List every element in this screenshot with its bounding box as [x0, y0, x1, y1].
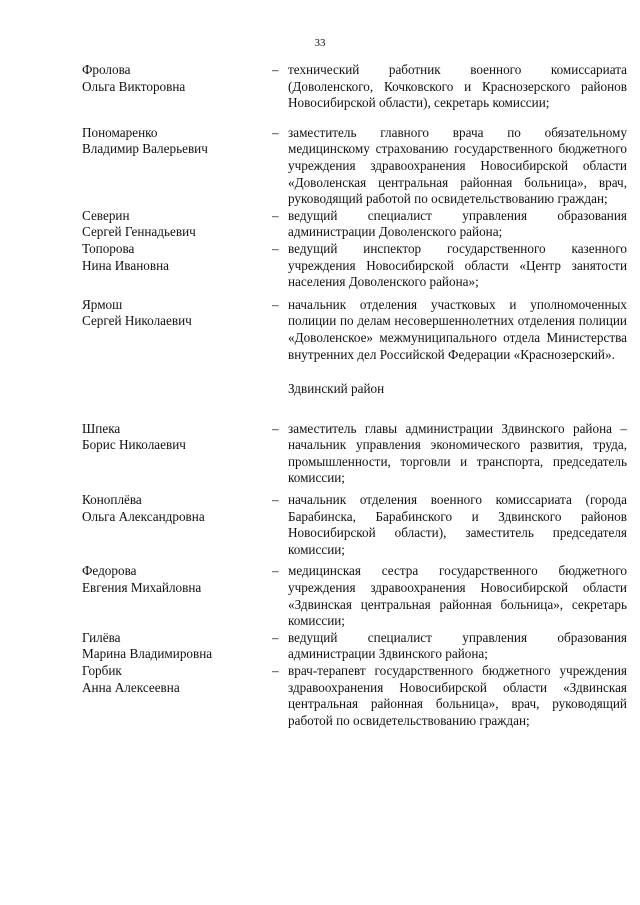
- member-surname: Пономаренко: [82, 124, 158, 140]
- member-given-names: Евгения Михайловна: [82, 580, 202, 596]
- member-position: заместитель главы администрации Здвинского района – начальник управления экономического развития, труда, промышленности, торговли и транспорта, председатель комиссии;: [288, 420, 627, 486]
- member-position: врач-терапевт государственного бюджетного учреждения здравоохранения Новосибирской области «Здвинская центральная районная больница», врач, руководящий работой по освидетельствованию граждан;: [288, 663, 627, 728]
- dash-separator: –: [272, 124, 279, 140]
- member-given-names: Борис Николаевич: [82, 437, 186, 453]
- dash-separator: –: [272, 207, 279, 223]
- commission-list: [82, 62, 627, 729]
- member-surname: Шпека: [82, 420, 121, 436]
- member-name: [82, 663, 262, 696]
- list-item: [82, 208, 627, 241]
- member-name: [82, 208, 262, 241]
- dash-separator: –: [272, 62, 279, 77]
- page-number: 33: [314, 37, 326, 49]
- member-position: заместитель главного врача по обязательному медицинскому страхованию государственного бюджетного учреждения здравоохранения Новосибирской области «Доволенская центральная районная больница», врач, руководящий работой по освидетельствованию граждан;: [288, 124, 627, 207]
- list-item: [82, 241, 627, 291]
- member-name: [82, 492, 262, 525]
- member-name: [82, 630, 262, 663]
- list-item: [82, 563, 627, 629]
- member-surname: Коноплёва: [82, 492, 142, 508]
- member-name: [82, 62, 262, 95]
- member-surname: Топорова: [82, 240, 135, 256]
- member-given-names: Владимир Валерьевич: [82, 141, 208, 157]
- member-surname: Гилёва: [82, 629, 121, 645]
- list-item: [82, 421, 627, 487]
- member-surname: Ярмош: [82, 296, 123, 312]
- list-item: [82, 62, 627, 112]
- member-position: ведущий инспектор государственного казенного учреждения Новосибирской области «Центр занятости населения Доволенского района»;: [288, 240, 627, 290]
- member-position: ведущий специалист управления образования администрации Доволенского района;: [288, 207, 627, 240]
- dash-separator: –: [272, 663, 279, 678]
- dash-separator: –: [272, 563, 279, 579]
- member-name: [82, 125, 262, 158]
- member-position: начальник отделения военного комиссариата (города Барабинска, Барабинского и Здвинского районов Новосибирской области), заместитель председателя комиссии;: [288, 492, 627, 557]
- dash-separator: –: [272, 629, 279, 645]
- section-heading: Здвинский район: [288, 381, 385, 397]
- member-surname: Северин: [82, 207, 130, 223]
- member-given-names: Марина Владимировна: [82, 646, 213, 662]
- member-name: [82, 297, 262, 330]
- dash-separator: –: [272, 240, 279, 256]
- member-given-names: Нина Ивановна: [82, 257, 170, 273]
- member-name: [82, 563, 262, 596]
- member-position: медицинская сестра государственного бюджетного учреждения здравоохранения Новосибирской области «Здвинская центральная районная больница», секретарь комиссии;: [288, 563, 627, 629]
- member-given-names: Сергей Николаевич: [82, 313, 192, 329]
- member-surname: Федорова: [82, 563, 137, 579]
- member-position: технический работник военного комиссариата (Доволенского, Кочковского и Краснозерского районов Новосибирской области), секретарь комиссии;: [288, 62, 627, 111]
- list-item: [82, 663, 627, 729]
- dash-separator: –: [272, 296, 279, 312]
- member-name: [82, 421, 262, 454]
- member-given-names: Анна Алексеевна: [82, 679, 180, 695]
- list-item: [82, 297, 627, 363]
- list-item: [82, 492, 627, 558]
- member-surname: Горбик: [82, 663, 122, 678]
- list-item: [82, 630, 627, 663]
- member-given-names: Ольга Александровна: [82, 508, 205, 524]
- dash-separator: –: [272, 420, 279, 436]
- list-item: [82, 125, 627, 208]
- dash-separator: –: [272, 492, 279, 508]
- member-given-names: Сергей Геннадьевич: [82, 224, 196, 240]
- member-position: ведущий специалист управления образования администрации Здвинского района;: [288, 629, 627, 662]
- member-name: [82, 241, 262, 274]
- member-surname: Фролова: [82, 62, 131, 77]
- member-position: начальник отделения участковых и уполномоченных полиции по делам несовершеннолетних отделения полиции «Доволенское» межмуниципального отдела Министерства внутренних дел Российской Федерации «Краснозерский».: [288, 296, 627, 362]
- member-given-names: Ольга Викторовна: [82, 78, 186, 94]
